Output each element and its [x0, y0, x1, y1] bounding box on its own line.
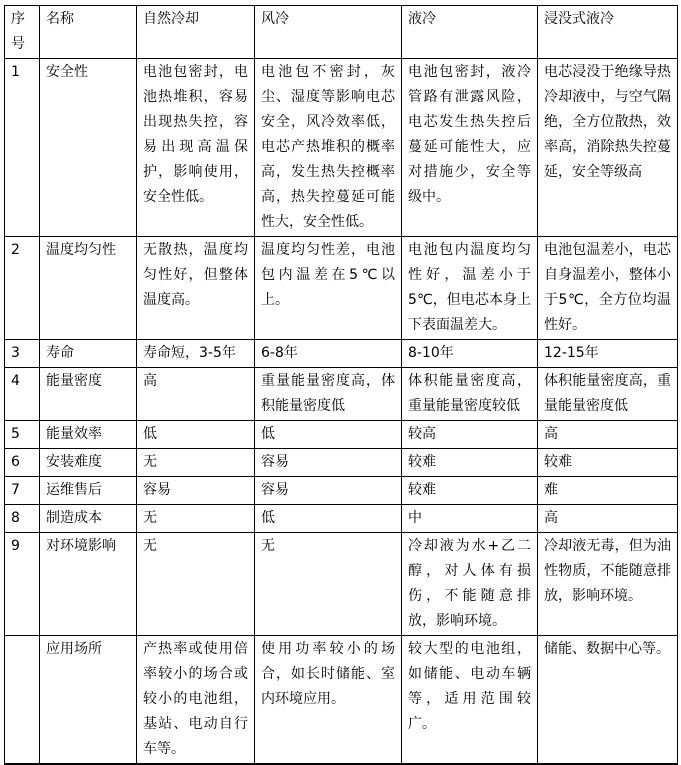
name-cell: 应用场所	[40, 636, 137, 765]
air-cooling-cell: 容易	[255, 449, 402, 477]
table-row-maintenance	[5, 477, 678, 505]
table-row-installation-difficulty	[5, 449, 678, 477]
air-cooling-cell: 无	[255, 533, 402, 636]
table-row-energy-efficiency	[5, 421, 678, 449]
name-cell: 制造成本	[40, 505, 137, 533]
immersion-cooling-cell: 电池包温差小，电芯自身温差小，整体小于5℃，全方位均温性好。	[538, 237, 678, 340]
air-cooling-cell: 容易	[255, 477, 402, 505]
header-seq: 序号	[5, 6, 40, 59]
air-cooling-cell: 低	[255, 421, 402, 449]
liquid-cooling-cell: 电池包内温度均匀性好，温差小于5℃，但电芯本身上下表面温差大。	[402, 237, 538, 340]
seq-cell: 8	[5, 505, 40, 533]
seq-cell: 3	[5, 340, 40, 368]
header-liquid-cooling: 液冷	[402, 6, 538, 59]
liquid-cooling-cell: 较难	[402, 477, 538, 505]
liquid-cooling-cell: 较难	[402, 449, 538, 477]
name-cell: 温度均匀性	[40, 237, 137, 340]
natural-cooling-cell: 无	[137, 449, 255, 477]
table-row-lifespan	[5, 340, 678, 368]
table-row-energy-density	[5, 368, 678, 421]
name-cell: 能量效率	[40, 421, 137, 449]
table-row-application-scenarios	[5, 636, 678, 765]
seq-cell: 9	[5, 533, 40, 636]
header-immersion-cooling: 浸没式液冷	[538, 6, 678, 59]
natural-cooling-cell: 无散热，温度均匀性好，但整体温度高。	[137, 237, 255, 340]
air-cooling-cell: 使用功率较小的场合，如长时储能、室内环境应用。	[255, 636, 402, 765]
immersion-cooling-cell: 冷却液无毒，但为油性物质，不能随意排放，影响环境。	[538, 533, 678, 636]
name-cell: 能量密度	[40, 368, 137, 421]
immersion-cooling-cell: 难	[538, 477, 678, 505]
immersion-cooling-cell: 体积能量密度高，重量能量密度低	[538, 368, 678, 421]
natural-cooling-cell: 容易	[137, 477, 255, 505]
air-cooling-cell: 电池包不密封，灰尘、湿度等影响电芯安全，风冷效率低，电芯产热堆积的概率高，发生热失控概率高，热失控蔓延可能性大，安全性低。	[255, 59, 402, 237]
immersion-cooling-cell: 高	[538, 421, 678, 449]
liquid-cooling-cell: 电池包密封，液冷管路有泄露风险，电芯发生热失控后蔓延可能性大，应对措施少，安全等级中。	[402, 59, 538, 237]
natural-cooling-cell: 无	[137, 505, 255, 533]
air-cooling-cell: 6-8年	[255, 340, 402, 368]
immersion-cooling-cell: 12-15年	[538, 340, 678, 368]
table-row-temperature-uniformity	[5, 237, 678, 340]
air-cooling-cell: 低	[255, 505, 402, 533]
seq-cell: 4	[5, 368, 40, 421]
liquid-cooling-cell: 中	[402, 505, 538, 533]
natural-cooling-cell: 产热率或使用倍率较小的场合或较小的电池组，基站、电动自行车等。	[137, 636, 255, 765]
air-cooling-cell: 重量能量密度高，体积能量密度低	[255, 368, 402, 421]
table-row-environmental-impact	[5, 533, 678, 636]
liquid-cooling-cell: 冷却液为水+乙二醇，对人体有损伤，不能随意排放，影响环境。	[402, 533, 538, 636]
seq-cell	[5, 636, 40, 765]
header-air-cooling: 风冷	[255, 6, 402, 59]
table-row-manufacturing-cost	[5, 505, 678, 533]
name-cell: 运维售后	[40, 477, 137, 505]
header-name: 名称	[40, 6, 137, 59]
natural-cooling-cell: 电池包密封，电池热堆积，容易出现热失控，容易出现高温保护，影响使用，安全性低。	[137, 59, 255, 237]
seq-cell: 2	[5, 237, 40, 340]
header-natural-cooling: 自然冷却	[137, 6, 255, 59]
header-row	[5, 6, 678, 59]
seq-cell: 5	[5, 421, 40, 449]
name-cell: 安全性	[40, 59, 137, 237]
air-cooling-cell: 温度均匀性差，电池包内温差在5℃以上。	[255, 237, 402, 340]
seq-cell: 7	[5, 477, 40, 505]
cooling-comparison-table	[4, 5, 678, 765]
table-row-safety	[5, 59, 678, 237]
natural-cooling-cell: 高	[137, 368, 255, 421]
immersion-cooling-cell: 较难	[538, 449, 678, 477]
natural-cooling-cell: 寿命短，3-5年	[137, 340, 255, 368]
immersion-cooling-cell: 储能、数据中心等。	[538, 636, 678, 765]
immersion-cooling-cell: 高	[538, 505, 678, 533]
seq-cell: 6	[5, 449, 40, 477]
liquid-cooling-cell: 较高	[402, 421, 538, 449]
name-cell: 寿命	[40, 340, 137, 368]
liquid-cooling-cell: 较大型的电池组，如储能、电动车辆等，适用范围较广。	[402, 636, 538, 765]
name-cell: 安装难度	[40, 449, 137, 477]
liquid-cooling-cell: 8-10年	[402, 340, 538, 368]
natural-cooling-cell: 低	[137, 421, 255, 449]
seq-cell: 1	[5, 59, 40, 237]
liquid-cooling-cell: 体积能量密度高，重量能量密度较低	[402, 368, 538, 421]
immersion-cooling-cell: 电芯浸没于绝缘导热冷却液中，与空气隔绝，全方位散热，效率高，消除热失控蔓延，安全等级高	[538, 59, 678, 237]
natural-cooling-cell: 无	[137, 533, 255, 636]
name-cell: 对环境影响	[40, 533, 137, 636]
